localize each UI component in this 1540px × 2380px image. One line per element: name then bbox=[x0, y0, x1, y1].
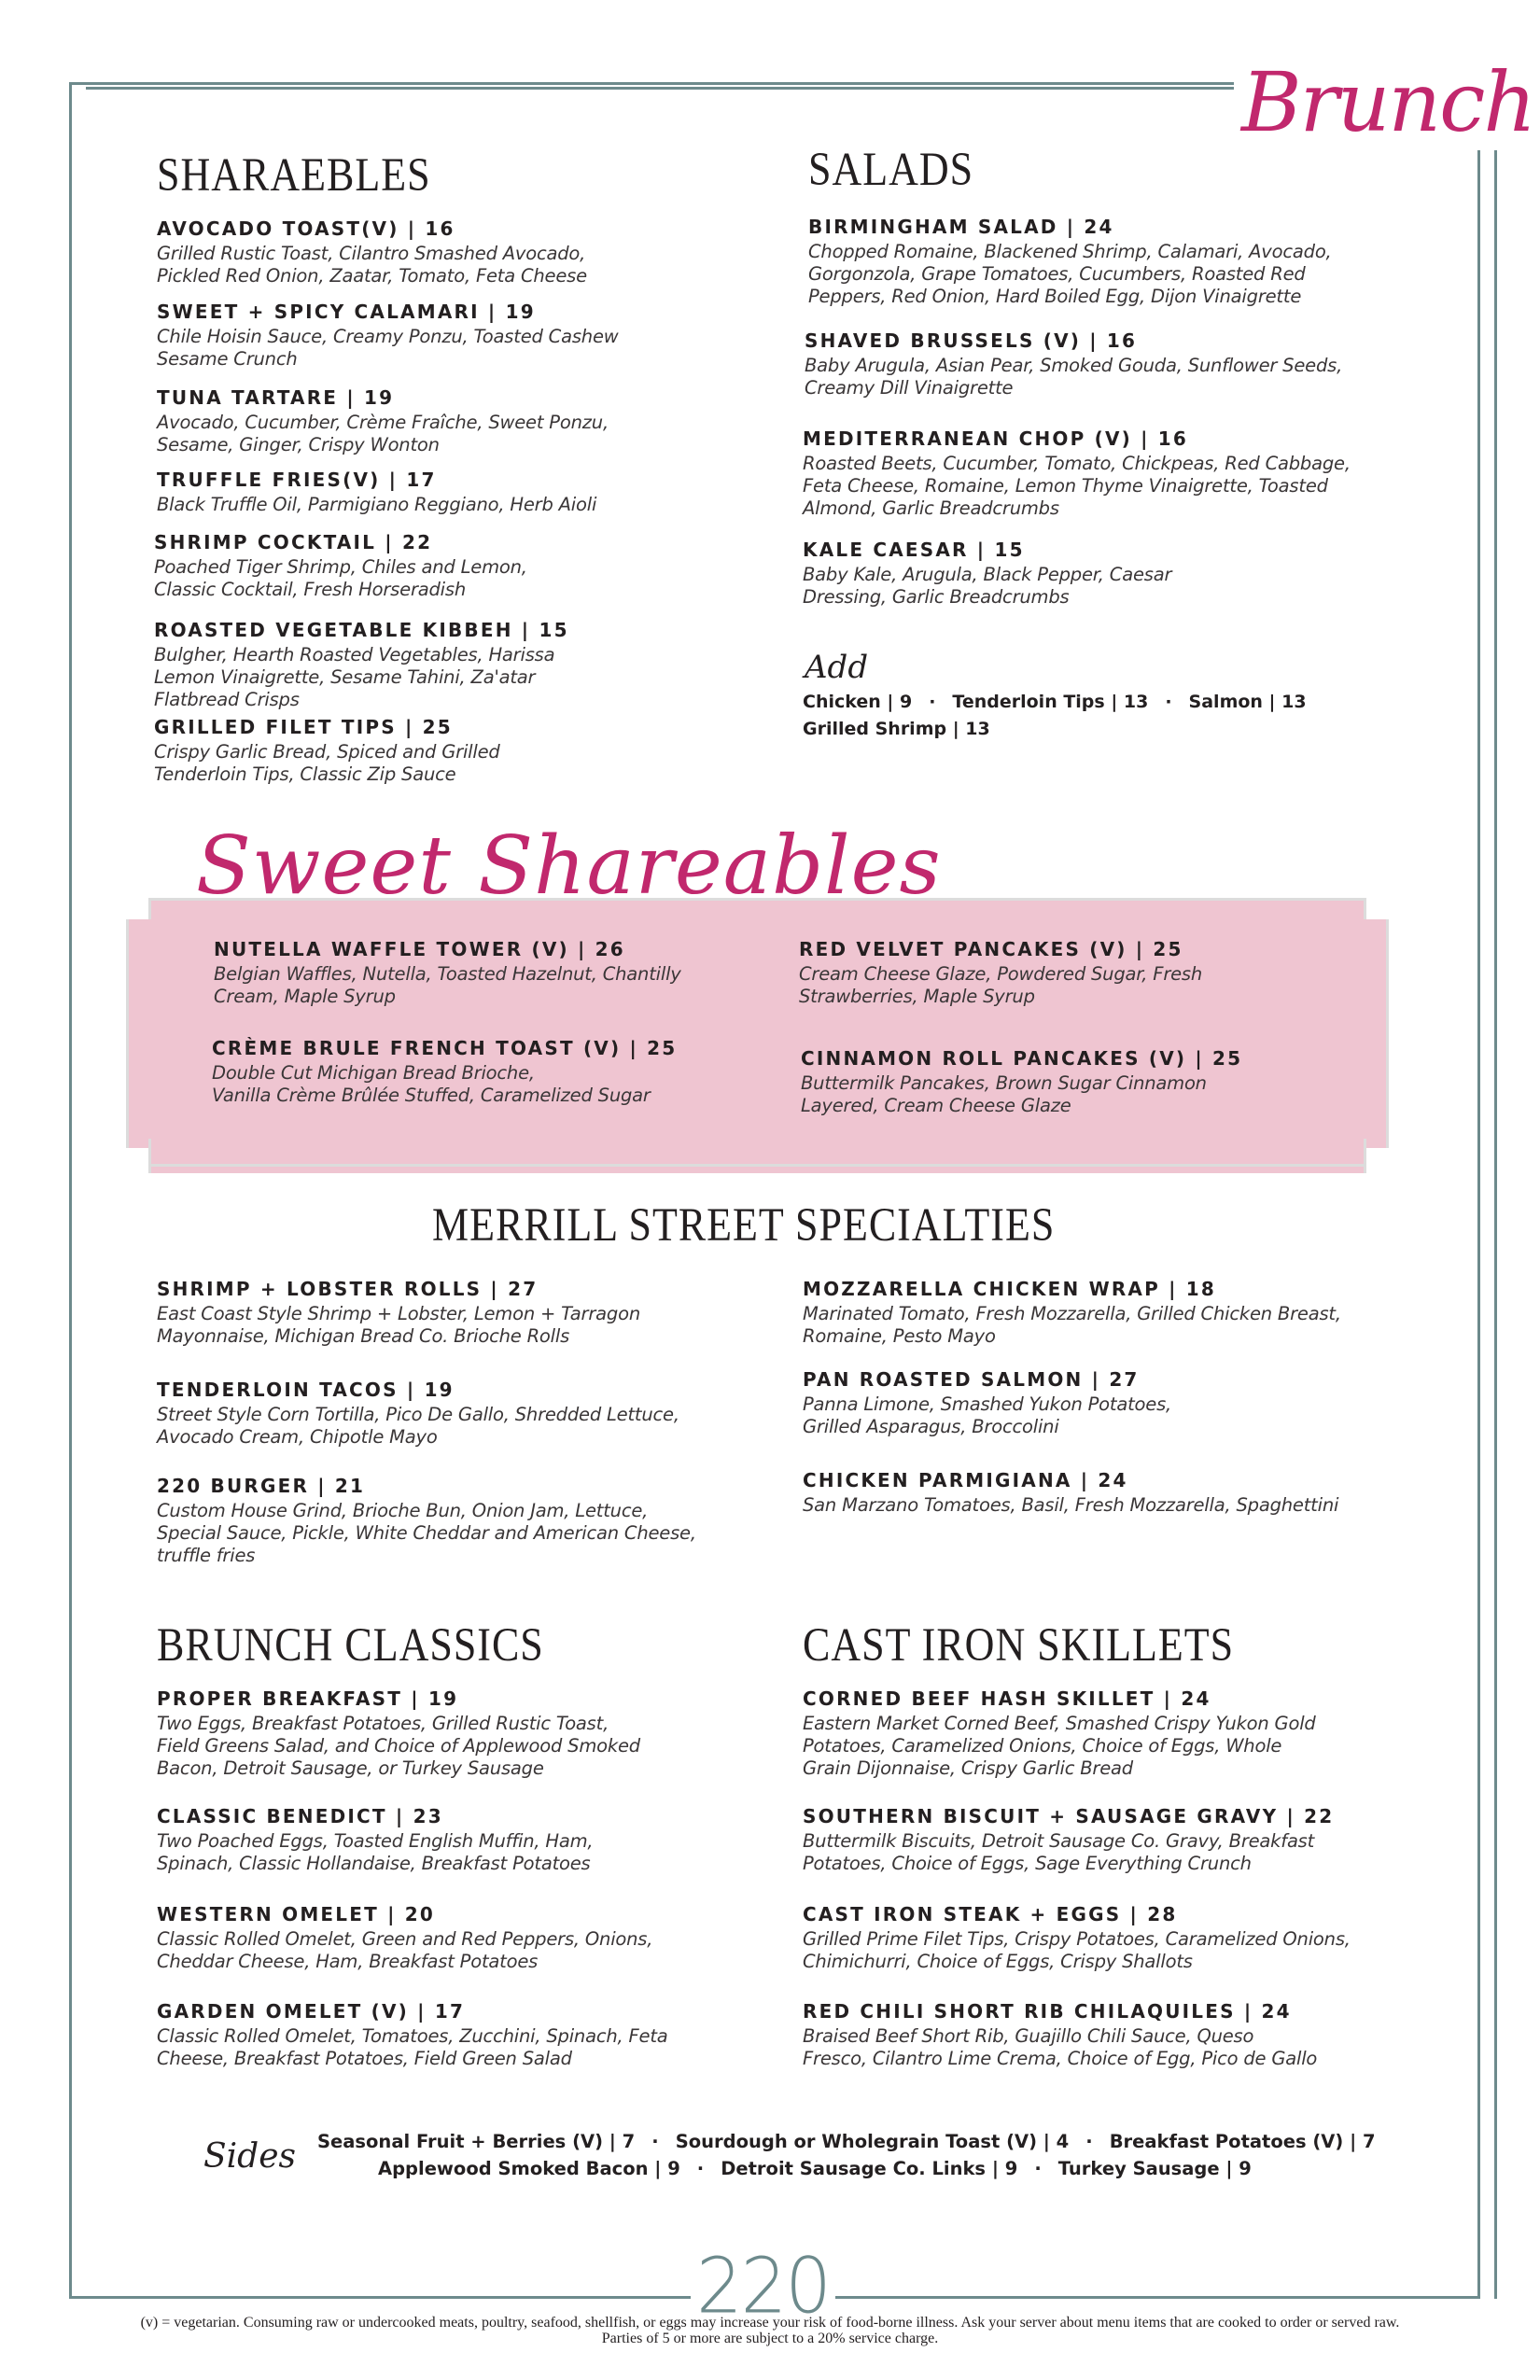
menu-title: Brunch bbox=[1234, 54, 1540, 150]
description-line: Flatbread Crisps bbox=[154, 689, 300, 710]
menu-item bbox=[157, 1902, 763, 1973]
menu-item bbox=[803, 1367, 1409, 1438]
description-line: Buttermilk Biscuits, Detroit Sausage Co. Gravy, Breakfast bbox=[803, 1830, 1315, 1852]
description-line: Poached Tiger Shrimp, Chiles and Lemon, bbox=[154, 556, 527, 578]
description-line: Belgian Waffles, Nutella, Toasted Hazelnut, Chantilly bbox=[214, 963, 681, 985]
menu-item bbox=[157, 1804, 763, 1875]
description-line: San Marzano Tomatoes, Basil, Fresh Mozzarella, Spaghettini bbox=[803, 1494, 1339, 1516]
menu-item-description bbox=[212, 1062, 819, 1107]
description-line: Buttermilk Pancakes, Brown Sugar Cinnamon bbox=[801, 1072, 1207, 1094]
menu-item-name: RED VELVET PANCAKES (V) | 25 bbox=[799, 938, 1183, 960]
menu-item-name: MOZZARELLA CHICKEN WRAP | 18 bbox=[803, 1278, 1217, 1300]
description-line: Peppers, Red Onion, Hard Boiled Egg, Dijon Vinaigrette bbox=[808, 286, 1302, 307]
menu-item-description bbox=[803, 2025, 1409, 2070]
menu-item-name: GRILLED FILET TIPS | 25 bbox=[154, 716, 453, 738]
menu-item-description bbox=[805, 355, 1411, 399]
menu-item bbox=[803, 1902, 1409, 1973]
menu-item bbox=[157, 1277, 763, 1348]
menu-item-description bbox=[803, 564, 1409, 609]
menu-item bbox=[212, 1036, 819, 1107]
description-line: Sesame, Ginger, Crispy Wonton bbox=[157, 434, 440, 455]
menu-item bbox=[154, 530, 761, 601]
bullet-icon: · bbox=[1165, 692, 1172, 712]
menu-item-name: SOUTHERN BISCUIT + SAUSAGE GRAVY | 22 bbox=[803, 1805, 1335, 1827]
description-line: Classic Cocktail, Fresh Horseradish bbox=[154, 579, 467, 600]
menu-item bbox=[803, 1277, 1409, 1348]
description-line: Potatoes, Caramelized Onions, Choice of Eggs, Whole bbox=[803, 1735, 1282, 1757]
description-line: Potatoes, Choice of Eggs, Sage Everything Crunch bbox=[803, 1853, 1252, 1874]
menu-item bbox=[801, 1046, 1407, 1117]
add-on-item: Salmon | 13 bbox=[1188, 692, 1307, 712]
description-line: Baby Arugula, Asian Pear, Smoked Gouda, Sunflower Seeds, bbox=[805, 355, 1343, 376]
menu-item-name: PROPER BREAKFAST | 19 bbox=[157, 1687, 459, 1710]
side-item: Applewood Smoked Bacon | 9 bbox=[378, 2158, 680, 2179]
menu-item-description bbox=[157, 1713, 763, 1780]
menu-item bbox=[157, 300, 763, 371]
section-title-specialties: MERRILL STREET SPECIALTIES bbox=[432, 1198, 1056, 1252]
frame-right-outer bbox=[1477, 140, 1480, 2299]
menu-item-name: MEDITERRANEAN CHOP (V) | 16 bbox=[803, 427, 1189, 450]
menu-item-description bbox=[803, 1303, 1409, 1348]
description-line: Street Style Corn Tortilla, Pico De Gallo, Shredded Lettuce, bbox=[157, 1404, 679, 1425]
description-line: Tenderloin Tips, Classic Zip Sauce bbox=[154, 763, 456, 785]
description-line: Baby Kale, Arugula, Black Pepper, Caesar bbox=[803, 564, 1172, 585]
menu-item bbox=[799, 937, 1406, 1008]
menu-item bbox=[154, 715, 761, 786]
description-line: Chopped Romaine, Blackened Shrimp, Calamari, Avocado, bbox=[808, 241, 1332, 262]
menu-item-name: CHICKEN PARMIGIANA | 24 bbox=[803, 1469, 1128, 1491]
description-line: Bulgher, Hearth Roasted Vegetables, Harissa bbox=[154, 644, 555, 665]
side-item: Turkey Sausage | 9 bbox=[1057, 2158, 1252, 2179]
menu-item-name: CAST IRON STEAK + EGGS | 28 bbox=[803, 1903, 1178, 1925]
sweet-panel-bottom bbox=[148, 1139, 1366, 1167]
menu-item-description bbox=[157, 2025, 763, 2070]
description-line: Lemon Vinaigrette, Sesame Tahini, Za'atar bbox=[154, 666, 536, 688]
menu-item-description bbox=[803, 1393, 1409, 1438]
menu-item-name: CINNAMON ROLL PANCAKES (V) | 25 bbox=[801, 1047, 1243, 1070]
menu-item-description bbox=[157, 243, 763, 287]
menu-item-name: CRÈME BRULE FRENCH TOAST (V) | 25 bbox=[212, 1037, 678, 1059]
description-line: Custom House Grind, Brioche Bun, Onion Jam, Lettuce, bbox=[157, 1500, 649, 1521]
section-title-shareables: SHARAEBLES bbox=[157, 148, 431, 202]
menu-item-description bbox=[803, 1494, 1409, 1517]
menu-item-name: TUNA TARTARE | 19 bbox=[157, 386, 395, 409]
menu-item-name: CORNED BEEF HASH SKILLET | 24 bbox=[803, 1687, 1211, 1710]
menu-item-name: PAN ROASTED SALMON | 27 bbox=[803, 1368, 1140, 1391]
description-line: Feta Cheese, Romaine, Lemon Thyme Vinaigrette, Toasted bbox=[803, 475, 1328, 497]
menu-item-name: KALE CAESAR | 15 bbox=[803, 539, 1025, 561]
menu-item-name: WESTERN OMELET | 20 bbox=[157, 1903, 436, 1925]
description-line: Sesame Crunch bbox=[157, 348, 298, 370]
description-line: Field Greens Salad, and Choice of Applewood Smoked bbox=[157, 1735, 640, 1757]
menu-item-description bbox=[808, 241, 1415, 308]
description-line: Grain Dijonnaise, Crispy Garlic Bread bbox=[803, 1757, 1133, 1779]
menu-item-name: SHAVED BRUSSELS (V) | 16 bbox=[805, 329, 1138, 352]
description-line: Two Poached Eggs, Toasted English Muffin, Ham, bbox=[157, 1830, 594, 1852]
menu-item-description bbox=[803, 1830, 1409, 1875]
section-title-cast-iron: CAST IRON SKILLETS bbox=[803, 1618, 1235, 1672]
description-line: Classic Rolled Omelet, Tomatoes, Zucchini, Spinach, Feta bbox=[157, 2025, 668, 2047]
description-line: Strawberries, Maple Syrup bbox=[799, 986, 1035, 1007]
menu-item-description bbox=[157, 1303, 763, 1348]
description-line: Vanilla Crème Brûlée Stuffed, Caramelized Sugar bbox=[212, 1085, 651, 1106]
menu-item-description bbox=[154, 741, 761, 786]
description-line: Layered, Cream Cheese Glaze bbox=[801, 1095, 1071, 1116]
menu-item bbox=[808, 215, 1415, 308]
description-line: Black Truffle Oil, Parmigiano Reggiano, Herb Aioli bbox=[157, 494, 597, 515]
menu-item-description bbox=[157, 494, 763, 516]
side-item: Sourdough or Wholegrain Toast (V) | 4 bbox=[675, 2131, 1070, 2152]
menu-item-description bbox=[799, 963, 1406, 1008]
menu-item-name: TRUFFLE FRIES(V) | 17 bbox=[157, 469, 437, 491]
description-line: Almond, Garlic Breadcrumbs bbox=[803, 497, 1059, 519]
menu-item bbox=[803, 1468, 1409, 1517]
description-line: Eastern Market Corned Beef, Smashed Crispy Yukon Gold bbox=[803, 1713, 1316, 1734]
menu-item bbox=[803, 538, 1409, 609]
menu-item-description bbox=[803, 1928, 1409, 1973]
description-line: truffle fries bbox=[157, 1545, 256, 1566]
menu-item-description bbox=[157, 412, 763, 456]
description-line: Special Sauce, Pickle, White Cheddar and American Cheese, bbox=[157, 1522, 696, 1544]
description-line: Panna Limone, Smashed Yukon Potatoes, bbox=[803, 1393, 1172, 1415]
description-line: Spinach, Classic Hollandaise, Breakfast Potatoes bbox=[157, 1853, 591, 1874]
description-line: Bacon, Detroit Sausage, or Turkey Sausage bbox=[157, 1757, 544, 1779]
add-on-item: Chicken | 9 bbox=[803, 692, 913, 712]
bullet-icon: · bbox=[1034, 2158, 1042, 2179]
side-item: Seasonal Fruit + Berries (V) | 7 bbox=[317, 2131, 636, 2152]
sides-label: Sides bbox=[203, 2137, 296, 2176]
disclaimer-line-1: (v) = vegetarian. Consuming raw or undercooked meats, poultry, seafood, shellfish, or eggs may increase your risk of food-borne illness. Ask your server about menu items that are cooked to order or served raw. bbox=[140, 2315, 1400, 2331]
menu-item-name: BIRMINGHAM SALAD | 24 bbox=[808, 216, 1114, 238]
description-line: Classic Rolled Omelet, Green and Red Peppers, Onions, bbox=[157, 1928, 653, 1950]
description-line: Cheddar Cheese, Ham, Breakfast Potatoes bbox=[157, 1951, 539, 1972]
description-line: Pickled Red Onion, Zaatar, Tomato, Feta Cheese bbox=[157, 265, 587, 287]
bullet-icon: · bbox=[696, 2158, 705, 2179]
description-line: Grilled Prime Filet Tips, Crispy Potatoes, Caramelized Onions, bbox=[803, 1928, 1351, 1950]
menu-item bbox=[157, 1474, 763, 1567]
menu-item-name: SHRIMP COCKTAIL | 22 bbox=[154, 531, 433, 553]
menu-item bbox=[803, 427, 1409, 520]
description-line: Creamy Dill Vinaigrette bbox=[805, 377, 1014, 399]
menu-item-description bbox=[157, 1830, 763, 1875]
menu-item-name: SWEET + SPICY CALAMARI | 19 bbox=[157, 301, 536, 323]
description-line: Mayonnaise, Michigan Bread Co. Brioche Rolls bbox=[157, 1325, 570, 1347]
menu-item-name: GARDEN OMELET (V) | 17 bbox=[157, 2000, 466, 2023]
menu-item-description bbox=[157, 326, 763, 371]
side-item: Breakfast Potatoes (V) | 7 bbox=[1109, 2131, 1376, 2152]
menu-item-description bbox=[803, 453, 1409, 520]
restaurant-logo: 220 bbox=[691, 2243, 835, 2331]
menu-item bbox=[803, 1804, 1409, 1875]
description-line: Grilled Rustic Toast, Cilantro Smashed Avocado, bbox=[157, 243, 586, 264]
sweet-shareables-title: Sweet Shareables bbox=[196, 819, 942, 913]
frame-top-outer bbox=[69, 82, 1240, 85]
sides-row-2 bbox=[378, 2158, 1252, 2179]
description-line: Roasted Beets, Cucumber, Tomato, Chickpeas, Red Cabbage, bbox=[803, 453, 1351, 474]
description-line: Dressing, Garlic Breadcrumbs bbox=[803, 586, 1070, 608]
disclaimer-line-2: Parties of 5 or more are subject to a 20% service charge. bbox=[601, 2331, 939, 2346]
description-line: Gorgonzola, Grape Tomatoes, Cucumbers, Roasted Red bbox=[808, 263, 1306, 285]
description-line: East Coast Style Shrimp + Lobster, Lemon + Tarragon bbox=[157, 1303, 640, 1324]
description-line: Cheese, Breakfast Potatoes, Field Green Salad bbox=[157, 2048, 572, 2069]
description-line: Two Eggs, Breakfast Potatoes, Grilled Rustic Toast, bbox=[157, 1713, 609, 1734]
menu-item-description bbox=[801, 1072, 1407, 1117]
menu-item bbox=[214, 937, 820, 1008]
menu-item-description bbox=[803, 1713, 1409, 1780]
menu-item-description bbox=[157, 1928, 763, 1973]
add-ons-label: Add bbox=[805, 649, 869, 686]
description-line: Double Cut Michigan Bread Brioche, bbox=[212, 1062, 535, 1084]
description-line: Chile Hoisin Sauce, Creamy Ponzu, Toasted Cashew bbox=[157, 326, 619, 347]
description-line: Fresco, Cilantro Lime Crema, Choice of Egg, Pico de Gallo bbox=[803, 2048, 1318, 2069]
menu-item-name: AVOCADO TOAST(V) | 16 bbox=[157, 217, 455, 240]
menu-item-name: ROASTED VEGETABLE KIBBEH | 15 bbox=[154, 619, 569, 641]
side-item: Detroit Sausage Co. Links | 9 bbox=[721, 2158, 1018, 2179]
menu-item bbox=[157, 217, 763, 287]
description-line: Chimichurri, Choice of Eggs, Crispy Shallots bbox=[803, 1951, 1193, 1972]
menu-item-name: TENDERLOIN TACOS | 19 bbox=[157, 1379, 455, 1401]
description-line: Cream, Maple Syrup bbox=[214, 986, 396, 1007]
menu-item bbox=[157, 1999, 763, 2070]
menu-item-name: SHRIMP + LOBSTER ROLLS | 27 bbox=[157, 1278, 539, 1300]
description-line: Cream Cheese Glaze, Powdered Sugar, Fresh bbox=[799, 963, 1203, 985]
menu-item-description bbox=[157, 1404, 763, 1449]
menu-item bbox=[157, 468, 763, 516]
menu-item bbox=[157, 385, 763, 456]
bullet-icon: · bbox=[929, 692, 936, 712]
menu-item-name: RED CHILI SHORT RIB CHILAQUILES | 24 bbox=[803, 2000, 1292, 2023]
sides-row-1 bbox=[317, 2131, 1376, 2152]
description-line: Grilled Asparagus, Broccolini bbox=[803, 1416, 1059, 1437]
menu-item-name: CLASSIC BENEDICT | 23 bbox=[157, 1805, 443, 1827]
description-line: Avocado, Cucumber, Crème Fraîche, Sweet Ponzu, bbox=[157, 412, 609, 433]
menu-item bbox=[157, 1378, 763, 1449]
add-ons-row-2: Grilled Shrimp | 13 bbox=[803, 719, 990, 739]
bullet-icon: · bbox=[1085, 2131, 1093, 2152]
menu-item bbox=[803, 1687, 1409, 1780]
add-ons-row-1 bbox=[803, 692, 1307, 712]
description-line: Avocado Cream, Chipotle Mayo bbox=[157, 1426, 438, 1448]
menu-item-name: NUTELLA WAFFLE TOWER (V) | 26 bbox=[214, 938, 625, 960]
description-line: Crispy Garlic Bread, Spiced and Grilled bbox=[154, 741, 500, 763]
description-line: Braised Beef Short Rib, Guajillo Chili Sauce, Queso bbox=[803, 2025, 1254, 2047]
add-on-item: Tenderloin Tips | 13 bbox=[952, 692, 1149, 712]
menu-item bbox=[154, 618, 761, 711]
menu-item-description bbox=[214, 963, 820, 1008]
menu-item-description bbox=[157, 1500, 763, 1567]
menu-item-description bbox=[154, 556, 761, 601]
menu-item bbox=[805, 329, 1411, 399]
menu-item-name: 220 BURGER | 21 bbox=[157, 1475, 366, 1497]
menu-item-description bbox=[154, 644, 761, 711]
description-line: Marinated Tomato, Fresh Mozzarella, Grilled Chicken Breast, bbox=[803, 1303, 1341, 1324]
menu-item bbox=[803, 1999, 1409, 2070]
section-title-brunch-classics: BRUNCH CLASSICS bbox=[157, 1618, 544, 1672]
section-title-salads: SALADS bbox=[808, 143, 974, 196]
bullet-icon: · bbox=[651, 2131, 659, 2152]
description-line: Romaine, Pesto Mayo bbox=[803, 1325, 996, 1347]
menu-item bbox=[157, 1687, 763, 1780]
